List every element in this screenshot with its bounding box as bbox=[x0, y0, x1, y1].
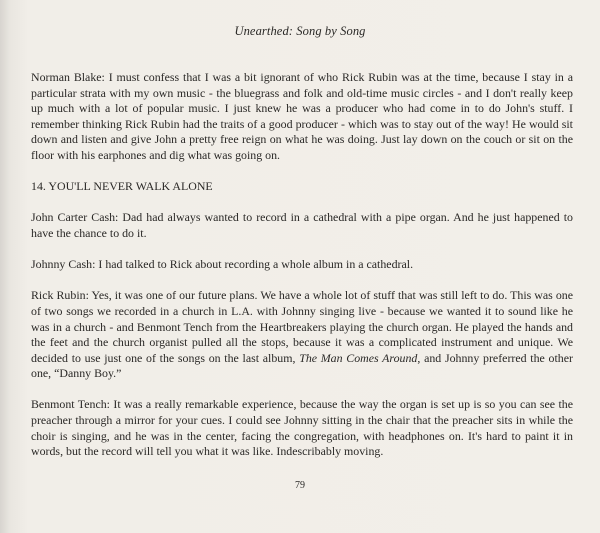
paragraph-norman-blake: Norman Blake: I must confess that I was a bit ignorant of who Rick Rubin was at the time, because I stay in a particular strata with my own music - the bluegrass and folk and old-time music circles - and I don't really keep up much with a lot of popular music. I just knew he was a producer who had come in to do John's stuff. I remember thinking Rick Rubin had the traits of a good producer - which was to stay out of the way! He would sit down and listen and give John a pretty free reign on what he was doing. Just lay down on the couch or sit on the floor with his earphones and dig what was going on. bbox=[31, 70, 573, 162]
paragraph-rick-rubin bbox=[31, 288, 573, 382]
running-header: Unearthed: Song by Song bbox=[234, 24, 366, 38]
album-title: The Man Comes Around bbox=[299, 350, 418, 365]
rubin-text-end: , and Johnny preferred the other one, “Danny Boy.” bbox=[31, 350, 573, 381]
paragraph-john-carter-cash: John Carter Cash: Dad had always wanted to record in a cathedral with a pipe organ. And he just happened to have the chance to do it. bbox=[31, 210, 573, 240]
paragraph-benmont-tench: Benmont Tench: It was a really remarkable experience, because the way the organ is set up is so you can see the preacher through a mirror for your cues. I could see Johnny sitting in the chair that the preacher sits in while the choir is singing, and he was in the center, facing the congregation, with headphones on. It's hard to paint it in words, but the record will tell you what it was like. Indescribably moving. bbox=[31, 397, 573, 459]
rubin-text-start: Rick Rubin: Yes, it was one of our future plans. We have a whole lot of stuff that was still left to do. This was one of two songs we recorded in a church in L.A. with Johnny singing live - because we wanted it to sound like he was in a church - and Benmont Tench from the Heartbreakers playing the church organ. He played the hands and the feet and the church organist pulled all the stops, because it was a complicated instrument and unique. We decided to use just one of the songs on the last album, bbox=[31, 288, 573, 365]
page-body bbox=[31, 70, 573, 475]
section-heading: 14. YOU'LL NEVER WALK ALONE bbox=[31, 179, 213, 194]
page-number: 79 bbox=[295, 480, 305, 491]
paragraph-johnny-cash: Johnny Cash: I had talked to Rick about recording a whole album in a cathedral. bbox=[31, 257, 414, 272]
